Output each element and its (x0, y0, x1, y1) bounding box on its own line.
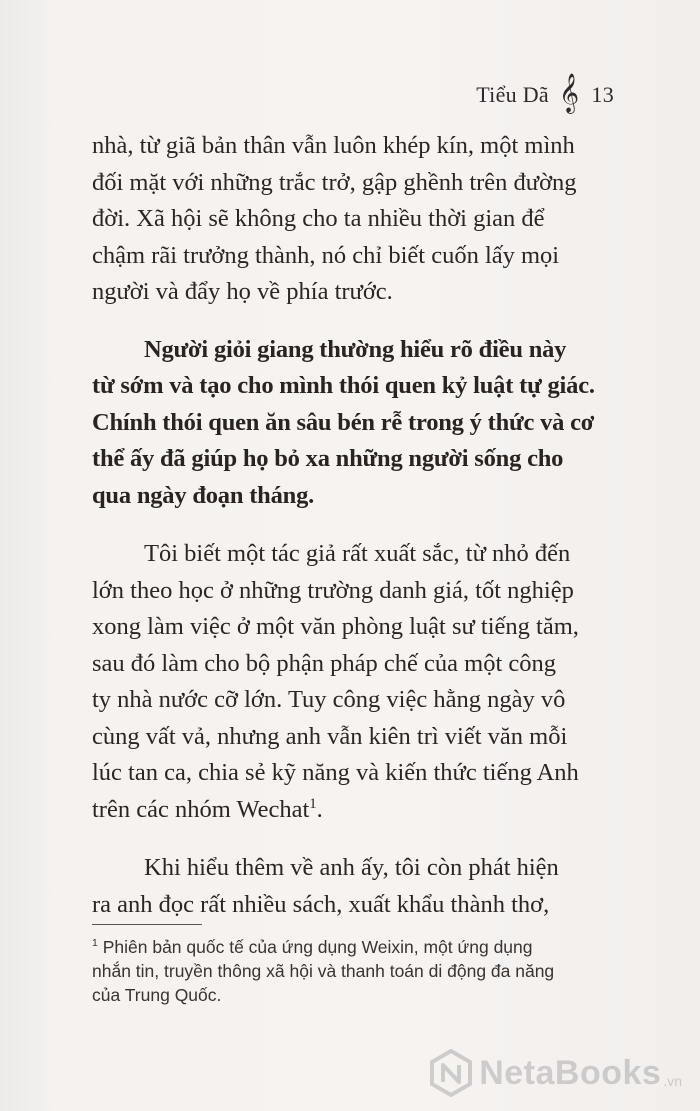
text-line: đối mặt với những trắc trở, gập ghềnh trên đường (92, 168, 577, 196)
text-line: Người giỏi giang thường hiểu rõ điều này (144, 335, 567, 363)
footnote-line (92, 935, 627, 959)
text-line (92, 792, 622, 829)
line-end-punctuation: . (316, 795, 323, 823)
text-line: lớn theo học ở những trường danh giá, tốt nghiệp (92, 576, 574, 604)
footnote-line: nhắn tin, truyền thông xã hội và thanh toán di động đa năng (92, 961, 555, 981)
watermark-suffix: .vn (663, 1073, 682, 1089)
running-head (476, 73, 614, 113)
text-line: sau đó làm cho bộ phận pháp chế của một công (92, 649, 557, 677)
text-line: Khi hiểu thêm về anh ấy, tôi còn phát hiện (144, 854, 559, 881)
footnote-divider (92, 924, 202, 925)
text-line: qua ngày đoạn tháng. (92, 481, 315, 509)
text-line: lúc tan ca, chia sẻ kỹ năng và kiến thức tiếng Anh (92, 759, 579, 786)
footnote-line-content: Phiên bản quốc tế của ứng dụng Weixin, một ứng dụng (102, 937, 533, 957)
paragraph (92, 128, 622, 311)
footnote-marker[interactable]: 1 (309, 795, 317, 812)
text-line: từ sớm và tạo cho mình thói quen kỷ luật tự giác. (92, 372, 595, 399)
text-line-content: trên các nhóm Wechat (92, 795, 310, 823)
paragraph (92, 536, 622, 828)
paragraph (92, 850, 622, 923)
text-line: đời. Xã hội sẽ không cho ta nhiều thời gian để (92, 205, 545, 232)
text-line: xong làm việc ở một văn phòng luật sư tiếng tăm, (92, 613, 579, 640)
netabooks-logo-icon (429, 1049, 473, 1097)
text-line: nhà, từ giã bản thân vẫn luôn khép kín, một mình (92, 132, 575, 159)
text-line: cùng vất vả, nhưng anh vẫn kiên trì viết văn mỗi (92, 722, 568, 750)
text-line: ty nhà nước cỡ lớn. Tuy công việc hằng ngày vô (92, 686, 566, 713)
footnote (92, 935, 627, 1007)
text-line: Chính thói quen ăn sâu bén rễ trong ý thức và cơ (92, 408, 595, 436)
running-head-title: Tiểu Dã (476, 82, 549, 107)
treble-clef-icon: 𝄞 (558, 73, 580, 113)
body-text (92, 128, 622, 923)
watermark-brand: NetaBooks (479, 1053, 662, 1092)
footnote-number: 1 (92, 937, 98, 950)
text-line: Tôi biết một tác giả rất xuất sắc, từ nhỏ đến (144, 540, 571, 567)
footnote-line: của Trung Quốc. (92, 985, 222, 1005)
watermark (429, 1049, 682, 1097)
bold-paragraph (92, 332, 622, 515)
text-line: chậm rãi trưởng thành, nó chỉ biết cuốn lấy mọi (92, 241, 560, 269)
text-line: ra anh đọc rất nhiều sách, xuất khẩu thành thơ, (92, 890, 550, 918)
page-number: 13 (591, 82, 614, 107)
text-line: người và đẩy họ về phía trước. (92, 278, 393, 305)
text-line: thể ấy đã giúp họ bỏ xa những người sống cho (92, 445, 564, 472)
